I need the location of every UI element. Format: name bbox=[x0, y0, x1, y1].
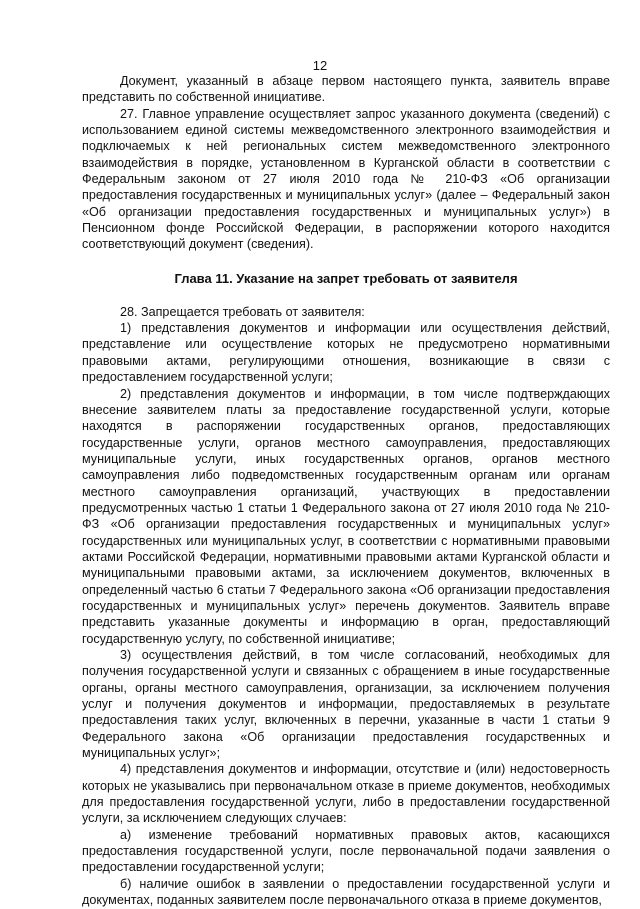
list-item-a: а) изменение требований нормативных правовых актов, касающихся предоставления государственной услуги, после первоначальной подачи заявления о предоставлении государственной услуги; bbox=[82, 827, 610, 875]
document-body bbox=[82, 73, 610, 909]
list-item-1: 1) представления документов и информации или осуществления действий, представление или осуществление которых не предусмотрено нормативными правовыми актами, регулирующими отношения, возникающие в связи с предоставлением государственной услуги; bbox=[82, 321, 610, 385]
page-number: 12 bbox=[312, 58, 328, 73]
paragraph-28: 28. Запрещается требовать от заявителя: bbox=[120, 304, 365, 319]
list-item-3: 3) осуществления действий, в том числе согласований, необходимых для получения государственной услуги и связанных с обращением в иные государственные органы, органы местного самоуправления, организации, за исключением получения услуг и получения документов и информации, предоставляемых в результате предоставления таких услуг, включенных в перечни, указанные в части 1 статьи 9 Федерального закона «Об организации предоставления государственных и муниципальных услуг»; bbox=[82, 648, 610, 761]
list-item-2: 2) представления документов и информации, в том числе подтверждающих внесение заявителем платы за предоставление государственной услуги, которые находятся в распоряжении государственных органов, предоставляющих государственные услуги, органов местного самоуправления, предоставляющих муниципальные услуги, иных государственных органов, органов местного самоуправления либо подведомственных государственным органам или органам местного самоуправления организаций, участвующих в предоставлении предусмотренных частью 1 статьи 1 Федерального закона от 27 июля 2010 года № 210-ФЗ «Об организации предоставления государственных и муниципальных услуг» государственных или муниципальных услуг, в соответствии с нормативными правовыми актами Российской Федерации, нормативными правовыми актами Курганской области и муниципальными правовыми актами, за исключением документов, включенных в определенный частью 6 статьи 7 Федерального закона «Об организации предоставления государственных и муниципальных услуг» перечень документов. Заявитель вправе представить указанные документы и информацию в орган, предоставляющий государственную услугу, по собственной инициативе; bbox=[82, 386, 610, 646]
list-item-b: б) наличие ошибок в заявлении о предоставлении государственной услуги и документах, поданных заявителем после первоначального отказа в приеме документов, bbox=[82, 876, 610, 908]
list-item-4: 4) представления документов и информации, отсутствие и (или) недостоверность которых не указывались при первоначальном отказе в приеме документов, необходимых для предоставления государственной услуги, либо в предоставлении государственной услуги, за исключением следующих случаев: bbox=[82, 762, 610, 826]
paragraph-27: 27. Главное управление осуществляет запрос указанного документа (сведений) с использованием единой системы межведомственного электронного взаимодействия и подключаемых к ней региональных систем межведомственного электронного взаимодействия в порядке, установленном в Курганской области в соответствии с Федеральным законом от 27 июля 2010 года № 210-ФЗ «Об организации предоставления государственных и муниципальных услуг» (далее – Федеральный закон «Об организации предоставления государственных и муниципальных услуг») в Пенсионном фонде Российской Федерации, в распоряжении которого находится соответствующий документ (сведения). bbox=[82, 106, 610, 252]
chapter-heading: Глава 11. Указание на запрет требовать от заявителя bbox=[174, 270, 518, 286]
paragraph: Документ, указанный в абзаце первом настоящего пункта, заявитель вправе представить по собственной инициативе. bbox=[82, 74, 610, 105]
